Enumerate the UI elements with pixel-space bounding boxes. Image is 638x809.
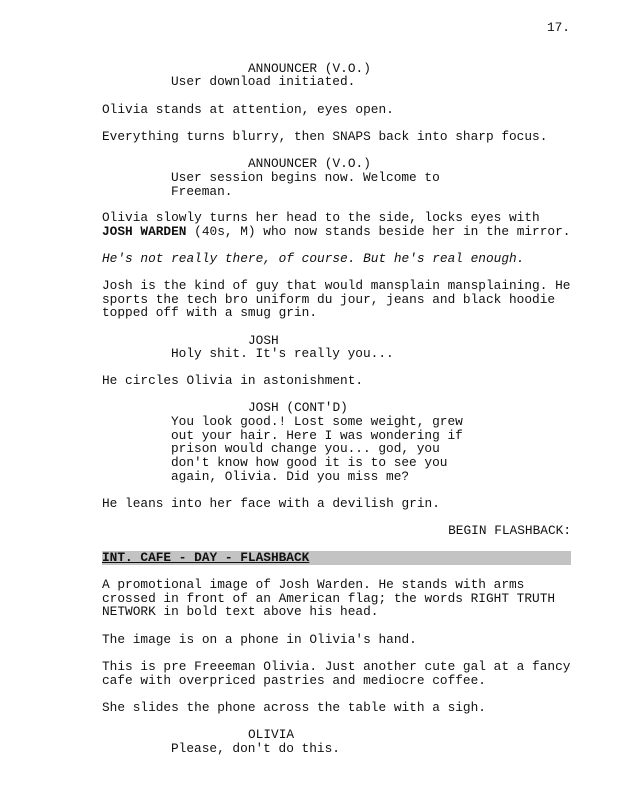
- action: She slides the phone across the table with a sigh.: [102, 700, 486, 715]
- action: The image is on a phone in Olivia's hand.: [102, 632, 417, 647]
- character-name: JOSH: [248, 333, 279, 348]
- dialogue: User session begins now. Welcome to Freeman.: [171, 170, 440, 199]
- dialogue: Holy shit. It's really you...: [171, 346, 394, 361]
- action-text: Olivia slowly turns her head to the side, locks eyes with: [102, 210, 540, 225]
- page-number: 17.: [546, 20, 570, 35]
- character-name: JOSH (CONT'D): [248, 400, 348, 415]
- action: A promotional image of Josh Warden. He stands with arms crossed in front of an American flag; the words RIGHT TRUTH NETWORK in bold text above his head.: [102, 577, 556, 620]
- character-intro: JOSH WARDEN: [102, 223, 187, 239]
- action: He leans into her face with a devilish grin.: [102, 496, 440, 511]
- scene-heading: INT. CAFE - DAY - FLASHBACK: [102, 551, 571, 565]
- dialogue: Please, don't do this.: [171, 741, 340, 756]
- character-name: ANNOUNCER (V.O.): [248, 61, 371, 76]
- character-name: ANNOUNCER (V.O.): [248, 156, 371, 171]
- action-italic: He's not really there, of course. But he's real enough.: [102, 251, 525, 266]
- action: This is pre Freeeman Olivia. Just another cute gal at a fancy cafe with overpriced pastries and mediocre coffee.: [102, 659, 571, 688]
- action: Olivia stands at attention, eyes open.: [102, 102, 394, 117]
- character-name: OLIVIA: [248, 727, 295, 742]
- transition: BEGIN FLASHBACK:: [448, 523, 571, 538]
- action: He circles Olivia in astonishment.: [102, 373, 364, 388]
- action: [102, 211, 570, 238]
- action-text: (40s, M) who now stands beside her in the mirror.: [186, 223, 571, 239]
- action: Everything turns blurry, then SNAPS back into sharp focus.: [102, 129, 548, 144]
- dialogue: User download initiated.: [171, 74, 356, 89]
- dialogue: You look good.! Lost some weight, grew out your hair. Here I was wondering if prison would change you... god, you don't know how good it is to see you again, Olivia. Did you miss me?: [171, 414, 463, 484]
- action: Josh is the kind of guy that would mansplain mansplaining. He sports the tech bro uniform du jour, jeans and black hoodie topped off with a smug grin.: [102, 278, 571, 321]
